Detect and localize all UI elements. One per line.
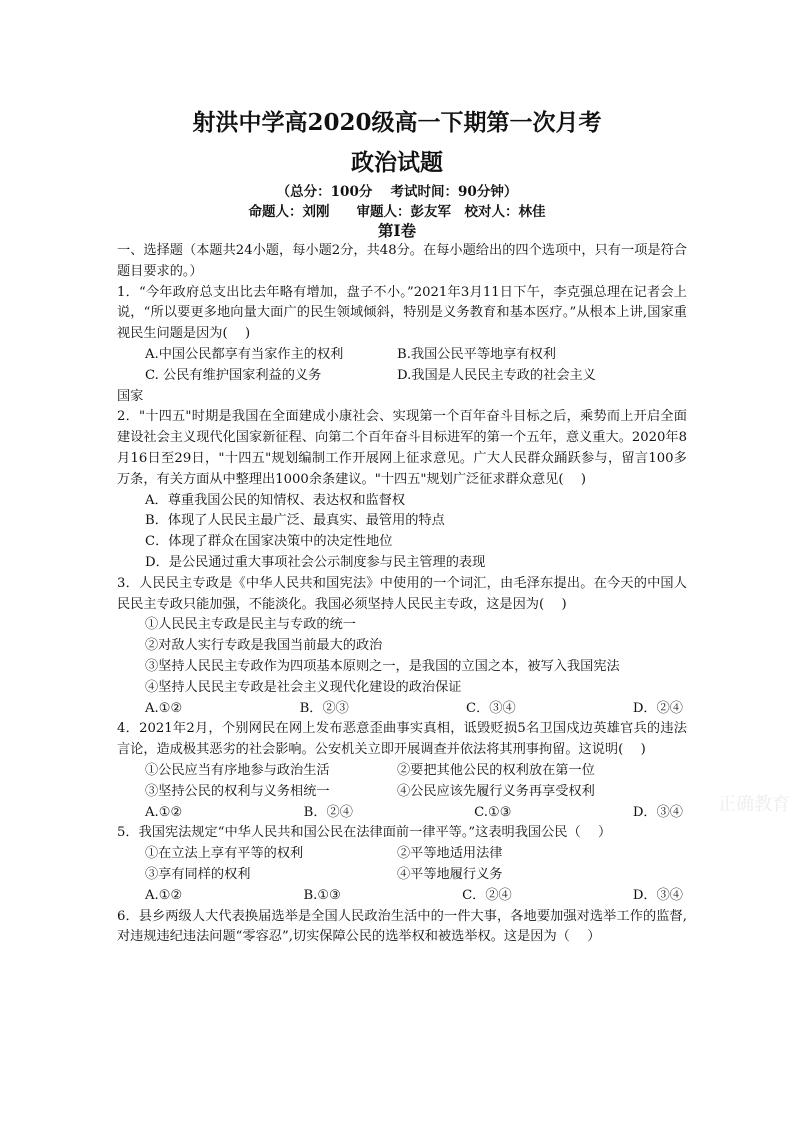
- q4-option-d: D．③④: [632, 804, 683, 820]
- question-2-stem: 2．"十四五"时期是我国在全面建成小康社会、实现第一个百年奋斗目标之后，乘势而上开启全面建设社会主义现代化国家新征程、向第二个百年奋斗目标进军的第一个五年，意义重大。2020年8月16日至29日，"十四五"规划编制工作开展网上征求意见。广大人民群众踊跃参与，留言100多万条，有关方面从中整理出1000余条建议。"十四五"规划广泛征求群众意见( ): [117, 409, 687, 487]
- question-content: [117, 241, 687, 948]
- question-6-stem: 6．县乡两级人大代表换届选举是全国人民政治生活中的一件大事，各地要加强对选举工作的监督,对违规违纪违法问题“零容忍”,切实保障公民的选举权和被选举权。这是因为（ ）: [117, 908, 687, 945]
- q5-statement-3: ③享有同样的权利: [145, 866, 251, 882]
- question-5-statements-row1: [117, 844, 687, 865]
- q2-option-a: A．尊重我国公民的知情权、表达权和监督权: [145, 492, 406, 508]
- q5-option-b: B.①③: [303, 887, 341, 903]
- q4-option-a: A.①②: [145, 804, 183, 820]
- q2-option-b: B．体现了人民民主最广泛、最真实、最管用的特点: [145, 513, 445, 529]
- q3-option-b: B．②③: [299, 700, 349, 716]
- q1-option-c: C. 公民有维护国家利益的义务: [145, 367, 322, 383]
- subject-title: 政治试题: [351, 149, 443, 176]
- question-5-statements-row2: [117, 865, 687, 886]
- question-1-stem: 1．“今年政府总支出比去年略有增加，盘子不小。”2021年3月11日下午，李克强总理在记者会上说，“所以要更多地向量大面广的民生领域倾斜，特别是义务教育和基本医疗。”从根本上讲,国家重视民生问题是因为( ): [117, 284, 687, 342]
- q1-option-a: A.中国公民都享有当家作主的权利: [145, 346, 344, 362]
- q3-option-c: C．③④: [466, 700, 516, 716]
- q3-option-a: A.①②: [145, 700, 183, 716]
- q4-option-c: C.①③: [474, 804, 512, 820]
- question-3-stem: 3．人民民主专政是《中华人民共和国宪法》中使用的一个词汇，由毛泽东提出。在今天的中国人民民主专政只能加强，不能淡化。我国必须坚持人民民主专政，这是因为( ): [117, 575, 687, 612]
- exam-title: 射洪中学高2020级高一下期第一次月考: [192, 109, 602, 136]
- q5-statement-1: ①在立法上享有平等的权利: [145, 846, 304, 862]
- q3-statement-1: ①人民民主专政是民主与专政的统一: [145, 617, 356, 633]
- question-4-stem: 4．2021年2月，个别网民在网上发布恶意歪曲事实真相，诋毁贬损5名卫国戍边英雄官兵的违法言论，造成极其恶劣的社会影响。公安机关立即开展调查并依法将其刑事拘留。这说明( ): [117, 721, 687, 758]
- exam-meta: （总分：100分 考试时间：90分钟）: [276, 184, 518, 200]
- q4-statement-2: ②要把其他公民的权利放在第一位: [397, 762, 595, 778]
- q1-option-d-continued: 国家: [117, 388, 144, 404]
- q1-option-d: D.我国是人民民主专政的社会主义: [397, 367, 596, 383]
- q5-option-d: D．③④: [632, 887, 683, 903]
- q4-option-b: B．②④: [303, 804, 353, 820]
- q2-option-c: C．体现了群众在国家决策中的决定性地位: [145, 534, 393, 550]
- q5-option-c: C．②④: [462, 887, 512, 903]
- question-1-options-row2: [117, 366, 687, 387]
- q1-option-b: B.我国公民平等地享有权利: [397, 346, 556, 362]
- q3-option-d: D．②④: [632, 700, 683, 716]
- q5-statement-2: ②平等地适用法律: [397, 846, 503, 862]
- q3-statement-2: ②对敌人实行专政是我国当前最大的政治: [145, 638, 383, 654]
- question-4-options: [117, 803, 687, 824]
- q4-statement-1: ①公民应当有序地参与政治生活: [145, 762, 330, 778]
- question-5-options: [117, 886, 687, 907]
- q5-option-a: A.①②: [145, 887, 183, 903]
- q4-statement-3: ③坚持公民的权利与义务相统一: [145, 783, 330, 799]
- q2-option-d: D．是公民通过重大事项社会公示制度参与民主管理的表现: [145, 554, 486, 570]
- question-4-statements-row2: [117, 782, 687, 803]
- question-5-stem: 5．我国宪法规定“中华人民共和国公民在法律面前一律平等。”这表明我国公民（ ）: [117, 825, 612, 841]
- q3-statement-3: ③坚持人民民主专政作为四项基本原则之一，是我国的立国之本，被写入我国宪法: [145, 658, 620, 674]
- section-heading: 一、选择题（本题共24小题，每小题2分，共48分。在每小题给出的四个选项中，只有一项是符合题目要求的。）: [117, 243, 687, 279]
- volume-heading: 第Ⅰ卷: [377, 221, 417, 240]
- q3-statement-4: ④坚持人民民主专政是社会主义现代化建设的政治保证: [145, 679, 462, 695]
- exam-staff: 命题人：刘刚 审题人：彭友军 校对人：林佳: [248, 204, 546, 220]
- watermark: 正确教育: [718, 794, 790, 815]
- question-3-options: [117, 699, 687, 720]
- q5-statement-4: ④平等地履行义务: [397, 866, 503, 882]
- question-1-options-row1: [117, 345, 687, 366]
- q4-statement-4: ④公民应该先履行义务再享受权利: [397, 783, 595, 799]
- question-4-statements-row1: [117, 761, 687, 782]
